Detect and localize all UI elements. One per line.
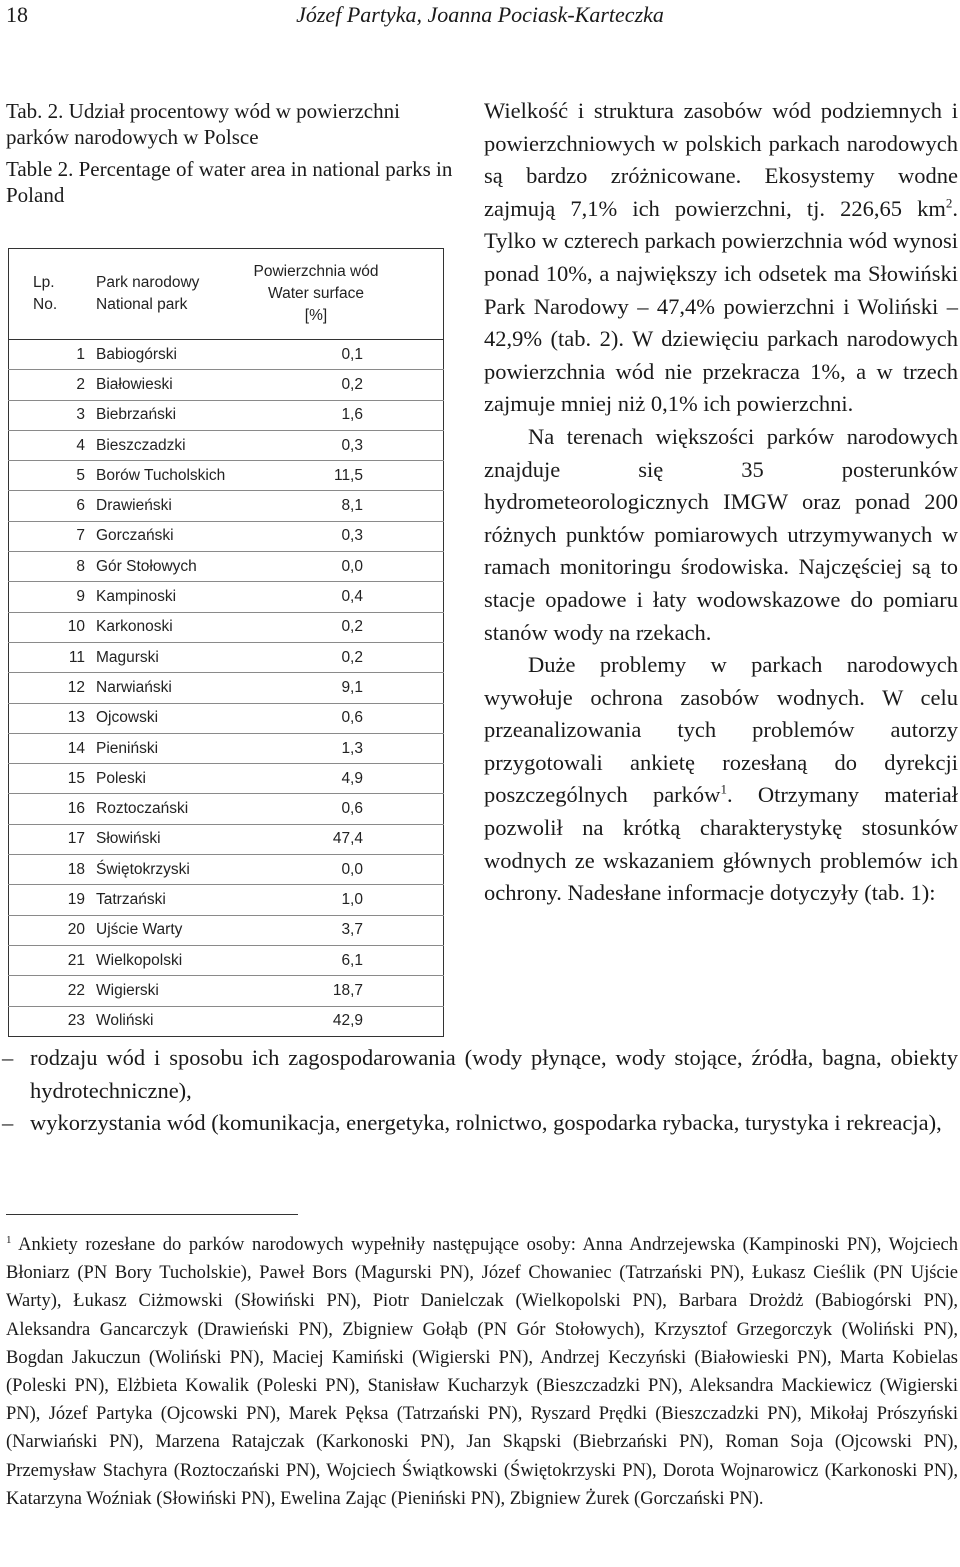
row-water-value: 0,1 [229,340,444,370]
row-park-name: Pieniński [96,733,229,763]
row-water-value: 0,2 [229,370,444,400]
table-row [9,885,444,915]
row-water-value: 0,2 [229,612,444,642]
row-water-value: 1,6 [229,400,444,430]
row-water-value: 0,3 [229,430,444,460]
header-park-en: National park [96,296,188,313]
paragraph-1-part-a: Wielkość i struktura zasobów wód podziemnych i powierzchniowych w polskich parkach narodowych są bardzo zróżnicowane. Ekosystemy wodne zajmują 7,1% ich powierzchni, tj. 226,65 km [484,98,958,221]
row-water-value: 11,5 [229,461,444,491]
table-row [9,642,444,672]
table-row [9,491,444,521]
row-park-name: Wigierski [96,976,229,1006]
footnote-text: Ankiety rozesłane do parków narodowych wypełniły następujące osoby: Anna Andrzejewska (Kampinoski PN), Wojciech Błoniarz (PN Bory Tucholskie), Paweł Bors (Magurski PN), Józef Chowaniec (Tatrzański PN), Łukasz Cieślik (PN Ujście Warty), Łukasz Ciżmowski (Słowiński PN), Piotr Danielczak (Wielkopolski PN), Barbara Drożdż (Babiogórski PN), Aleksandra Gancarczyk (Drawieński PN), Zbigniew Gołąb (PN Gór Stołowych), Krzysztof Grzegorczyk (Woliński PN), Bogdan Jakuczun (Woliński PN), Maciej Kamiński (Wigierski PN), Andrzej Keczyński (Białowieski PN), Marta Kobielas (Poleski PN), Elżbieta Kowalik (Poleski PN), Stanisław Kucharzyk (Bieszczadzki PN), Aleksandra Mackiewicz (Wigierski PN), Józef Partyka (Ojcowski PN), Marek Pęksa (Tatrzański PN), Ryszard Prędki (Bieszczadzki PN), Mikołaj Prószyński (Narwiański PN), Marzena Ratajczak (Karkonoski PN), Jan Skąpski (Biebrzański PN), Roman Soja (Ojcowski PN), Przemysław Stachyra (Roztoczański PN), Wojciech Świątkowski (Świętokrzyski PN), Dorota Wojnarowicz (Karkonoski PN), Katarzyna Woźniak (Słowiński PN), Ewelina Zając (Pieniński PN), Zbigniew Żurek (Gorczański PN). [6,1235,958,1509]
row-number: 14 [9,733,97,763]
header-park [96,249,229,340]
row-water-value: 0,2 [229,642,444,672]
row-park-name: Woliński [96,1006,229,1036]
paragraph-3-part-b: . Otrzymany materiał pozwolił na krótką charakterystykę stosunków wodnych ze wskazaniem głównych problemów ich ochrony. Nadesłane informacje dotyczyły (tab. 1): [484,782,958,906]
table-row [9,794,444,824]
table-row [9,673,444,703]
header-water-en: Water surface [268,285,364,302]
superscript-km2: 2 [945,195,953,211]
row-number: 6 [9,491,97,521]
row-number: 22 [9,976,97,1006]
table-row [9,400,444,430]
bullet-list [2,1042,958,1140]
row-number: 9 [9,582,97,612]
row-number: 8 [9,552,97,582]
row-water-value: 42,9 [229,1006,444,1036]
row-number: 11 [9,642,97,672]
row-number: 3 [9,400,97,430]
row-park-name: Ujście Warty [96,915,229,945]
table-caption-polish: Tab. 2. Udział procentowy wód w powierzchni parków narodowych w Polsce [6,99,400,149]
row-number: 16 [9,794,97,824]
table-row [9,582,444,612]
paragraph-2: Na terenach większości parków narodowych znajduje się 35 posterunków hydrometeorologicznych IMGW oraz ponad 200 różnych punktów pomiarowych utrzymywanych w ramach monitoringu środowiska. Najczęściej są to stacje opadowe i łaty wodowskazowe do pomiaru stanów wody na rzekach. [484,423,958,645]
table-header-row [9,249,444,340]
row-water-value: 0,0 [229,855,444,885]
row-number: 12 [9,673,97,703]
row-water-value: 4,9 [229,764,444,794]
row-park-name: Roztoczański [96,794,229,824]
table-body [9,340,444,1037]
row-water-value: 47,4 [229,824,444,854]
bullet-text: rodzaju wód i sposobu ich zagospodarowania (wody płynące, wody stojące, źródła, bagna, obiekty hydrotechniczne), [30,1045,958,1103]
row-park-name: Karkonoski [96,612,229,642]
row-park-name: Kampinoski [96,582,229,612]
row-number: 23 [9,1006,97,1036]
row-number: 20 [9,915,97,945]
row-water-value: 8,1 [229,491,444,521]
row-water-value: 0,6 [229,703,444,733]
row-water-value: 0,4 [229,582,444,612]
row-park-name: Bieszczadzki [96,430,229,460]
row-number: 21 [9,945,97,975]
row-number: 4 [9,430,97,460]
footnote-divider [6,1214,298,1215]
table-row [9,764,444,794]
table-row [9,461,444,491]
table-row [9,733,444,763]
table-row [9,521,444,551]
row-water-value: 3,7 [229,915,444,945]
row-number: 18 [9,855,97,885]
table-row [9,340,444,370]
bullet-item [2,1042,958,1107]
header-no-pl: Lp. [33,274,55,291]
row-park-name: Magurski [96,642,229,672]
row-park-name: Drawieński [96,491,229,521]
row-water-value: 0,0 [229,552,444,582]
header-no-en: No. [33,296,58,313]
body-text [484,95,958,910]
footnote-mark: 1 [6,1233,12,1246]
header-park-pl: Park narodowy [96,274,200,291]
paragraph-1 [484,95,958,421]
table-row [9,945,444,975]
row-park-name: Białowieski [96,370,229,400]
row-park-name: Gorczański [96,521,229,551]
row-park-name: Słowiński [96,824,229,854]
footnote [6,1231,958,1513]
header-water [229,249,444,340]
table-row [9,915,444,945]
paragraph-3 [484,649,958,910]
row-water-value: 18,7 [229,976,444,1006]
row-water-value: 6,1 [229,945,444,975]
bullet-item [2,1107,958,1140]
table-row [9,430,444,460]
row-water-value: 9,1 [229,673,444,703]
row-park-name: Tatrzański [96,885,229,915]
table-row [9,855,444,885]
header-water-unit: [%] [304,307,328,324]
row-number: 2 [9,370,97,400]
row-number: 19 [9,885,97,915]
table-row [9,824,444,854]
row-water-value: 0,3 [229,521,444,551]
running-header-authors: Józef Partyka, Joanna Pociask-Karteczka [296,2,664,27]
row-park-name: Biebrzański [96,400,229,430]
header-no [9,249,97,340]
row-park-name: Świętokrzyski [96,855,229,885]
paragraph-3-part-a: Duże problemy w parkach narodowych wywołuje ochrona zasobów wodnych. W celu przeanalizowania tych problemów autorzy przygotowali ankietę rozesłaną do dyrekcji poszczególnych parków [484,652,958,808]
row-water-value: 0,6 [229,794,444,824]
table-row [9,612,444,642]
table-row [9,703,444,733]
bullet-dash: – [2,1110,14,1136]
row-number: 13 [9,703,97,733]
row-number: 5 [9,461,97,491]
table-caption [6,98,456,208]
bullet-text: wykorzystania wód (komunikacja, energetyka, rolnictwo, gospodarka rybacka, turystyka i rekreacja), [30,1110,942,1136]
row-water-value: 1,0 [229,885,444,915]
row-park-name: Babiogórski [96,340,229,370]
table-row [9,552,444,582]
bullet-dash: – [2,1045,14,1070]
table-row [9,976,444,1006]
row-number: 17 [9,824,97,854]
row-park-name: Poleski [96,764,229,794]
row-park-name: Wielkopolski [96,945,229,975]
row-park-name: Narwiański [96,673,229,703]
row-water-value: 1,3 [229,733,444,763]
table-caption-english: Table 2. Percentage of water area in national parks in Poland [6,157,453,207]
row-park-name: Borów Tucholskich [96,461,229,491]
header-water-pl: Powierzchnia wód [253,263,379,280]
row-number: 10 [9,612,97,642]
table-row [9,1006,444,1036]
row-number: 15 [9,764,97,794]
footnote-reference: 1 [720,781,727,797]
page-number: 18 [6,2,28,27]
row-number: 7 [9,521,97,551]
water-area-table [8,248,444,1037]
table-row [9,370,444,400]
paragraph-1-part-b: . Tylko w czterech parkach powierzchnia wód wynosi ponad 10%, a największy ich odsetek ma Słowiński Park Narodowy – 47,4% powierzchni i Woliński – 42,9% (tab. 2). W dziewięciu parkach narodowych powierzchnia wód nie przekracza 1%, a w trzech zajmuje mniej niż 0,1% ich powierzchni. [484,195,958,417]
row-park-name: Ojcowski [96,703,229,733]
row-park-name: Gór Stołowych [96,552,229,582]
row-number: 1 [9,340,97,370]
